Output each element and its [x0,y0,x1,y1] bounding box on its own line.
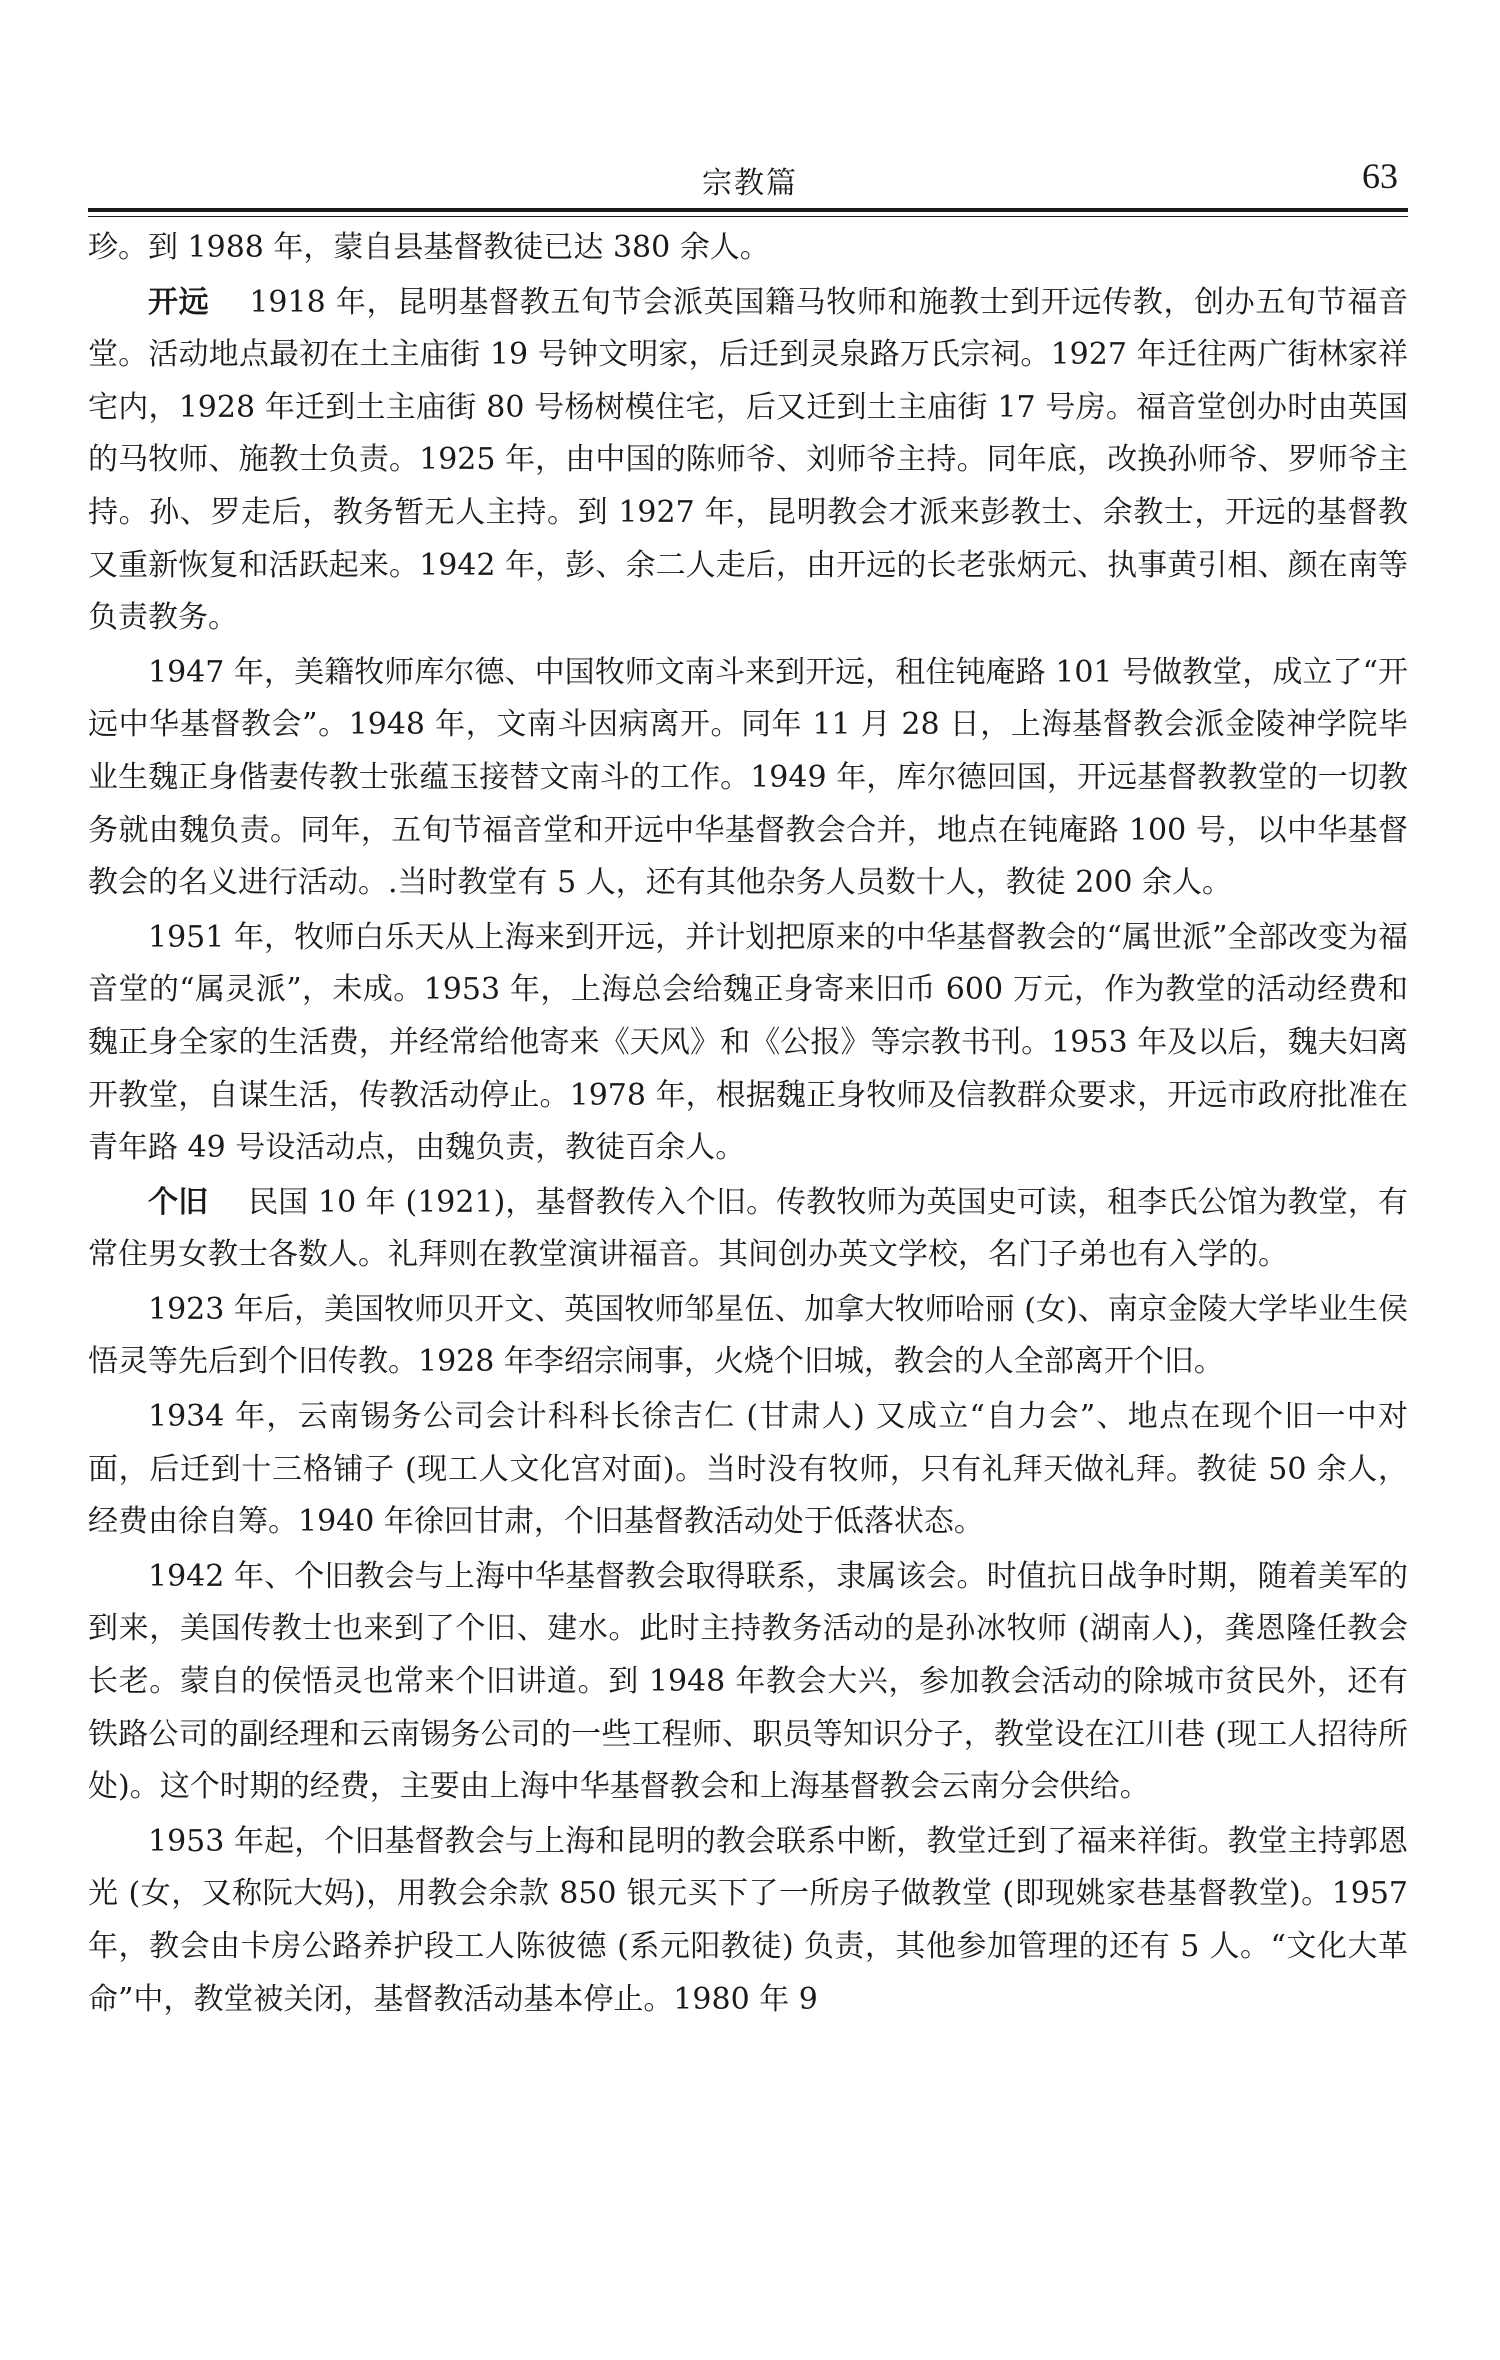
paragraph [88,222,1408,275]
body-text [88,222,1408,2028]
header-rule-thick [88,208,1408,212]
paragraph [88,647,1408,910]
paragraph-text: 1918 年，昆明基督教五旬节会派英国籍马牧师和施教士到开远传教，创办五旬节福音堂。活动地点最初在土主庙街 19 号钟文明家，后迁到灵泉路万氏宗祠。1927 年迁往两广街林家祥宅内，1928 年迁到土主庙街 80 号杨树模住宅，后又迁到土主庙街 17 号房。福音堂创办时由英国的马牧师、施教士负责。1925 年，由中国的陈师爷、刘师爷主持。同年底，改换孙师爷、罗师爷主持。孙、罗走后，教务暂无人主持。到 1927 年，昆明教会才派来彭教士、余教士，开远的基督教又重新恢复和活跃起来。1942 年，彭、余二人走后，由开远的长老张炳元、执事黄引相、颜在南等负责教务。 [88,284,1409,636]
page-number: 63 [1362,156,1398,196]
paragraph-text: 民国 10 年 (1921)，基督教传入个旧。传教牧师为英国史可读，租李氏公馆为教堂，有常住男女教士各数人。礼拜则在教堂演讲福音。其间创办英文学校，名门子弟也有入学的。 [88,1184,1408,1273]
paragraph-text: 1923 年后，美国牧师贝开文、英国牧师邹星伍、加拿大牧师哈丽 (女)、南京金陵大学毕业生侯悟灵等先后到个旧传教。1928 年李绍宗闹事，火烧个旧城，教会的人全部离开个旧。 [88,1291,1408,1380]
paragraph [88,277,1408,645]
paragraph-text: 1953 年起，个旧基督教会与上海和昆明的教会联系中断，教堂迁到了福来祥街。教堂主持郭恩光 (女，又称阮大妈)，用教会余款 850 银元买下了一所房子做教堂 (即现姚家巷基督教堂)。1957 年，教会由卡房公路养护段工人陈彼德 (系元阳教徒) 负责，其他参加管理的还有 5 人。“文化大革命”中，教堂被关闭，基督教活动基本停止。1980 年 9 [88,1823,1408,2017]
paragraph-text: 珍。到 1988 年，蒙自县基督教徒已达 380 余人。 [88,230,770,265]
paragraph-text: 1934 年，云南锡务公司会计科科长徐吉仁 (甘肃人) 又成立“自力会”、地点在现个旧一中对面，后迁到十三格铺子 (现工人文化宫对面)。当时没有牧师，只有礼拜天做礼拜。教徒 50 余人，经费由徐自筹。1940 年徐回甘肃，个旧基督教活动处于低落状态。 [88,1399,1408,1540]
header-rule-thin [88,216,1408,217]
paragraph [88,1551,1408,1814]
section-heading-kaiyuan: 开远 [148,284,210,320]
section-heading-gejiu: 个旧 [148,1184,209,1220]
paragraph [88,1284,1408,1389]
paragraph [88,1391,1408,1549]
page-header-title: 宗教篇 [702,166,798,201]
paragraph-text: 1951 年，牧师白乐天从上海来到开远，并计划把原来的中华基督教会的“属世派”全部改变为福音堂的“属灵派”，未成。1953 年，上海总会给魏正身寄来旧币 600 万元，作为教堂的活动经费和魏正身全家的生活费，并经常给他寄来《天风》和《公报》等宗教书刊。1953 年及以后，魏夫妇离开教堂，自谋生活，传教活动停止。1978 年，根据魏正身牧师及信教群众要求，开远市政府批准在青年路 49 号设活动点，由魏负责，教徒百余人。 [88,919,1408,1166]
paragraph-text: 1942 年、个旧教会与上海中华基督教会取得联系，隶属该会。时值抗日战争时期，随着美军的到来，美国传教士也来到了个旧、建水。此时主持教务活动的是孙冰牧师 (湖南人)，龚恩隆任教会长老。蒙自的侯悟灵也常来个旧讲道。到 1948 年教会大兴，参加教会活动的除城市贫民外，还有铁路公司的副经理和云南锡务公司的一些工程师、职员等知识分子，教堂设在江川巷 (现工人招待所处)。这个时期的经费，主要由上海中华基督教会和上海基督教会云南分会供给。 [88,1558,1408,1805]
paragraph [88,1177,1408,1282]
paragraph [88,1816,1408,2026]
paragraph-text: 1947 年，美籍牧师库尔德、中国牧师文南斗来到开远，租住钝庵路 101 号做教堂，成立了“开远中华基督教会”。1948 年，文南斗因病离开。同年 11 月 28 日，上海基督教会派金陵神学院毕业生魏正身偕妻传教士张蕴玉接替文南斗的工作。1949 年，库尔德回国，开远基督教教堂的一切教务就由魏负责。同年，五旬节福音堂和开远中华基督教会合并，地点在钝庵路 100 号，以中华基督教会的名义进行活动。.当时教堂有 5 人，还有其他杂务人员数十人，教徒 200 余人。 [88,654,1408,901]
paragraph [88,912,1408,1175]
